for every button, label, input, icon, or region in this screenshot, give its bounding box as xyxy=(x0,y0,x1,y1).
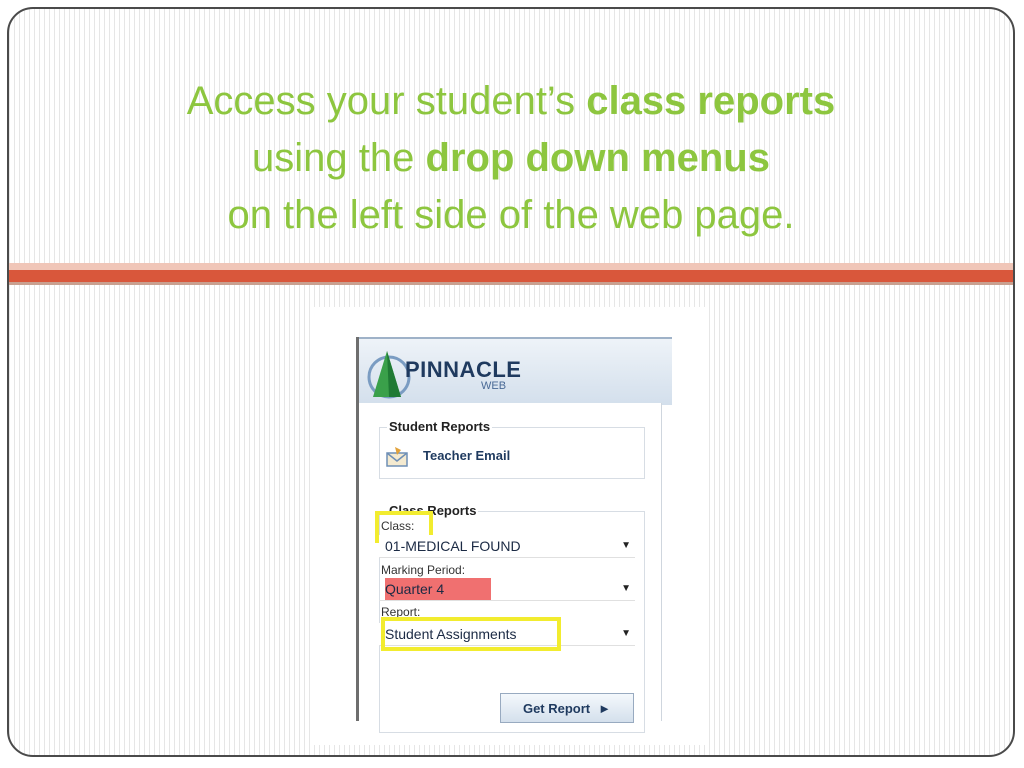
class-dropdown[interactable] xyxy=(379,535,635,558)
marking-period-label: Marking Period: xyxy=(381,563,466,577)
title-line1-bold: class reports xyxy=(586,79,836,123)
divider-dark xyxy=(9,282,1013,285)
report-label: Report: xyxy=(381,605,421,619)
logo-main-text: PINNACLE xyxy=(405,357,522,382)
divider-accent xyxy=(9,270,1013,282)
title-line1-text: Access your student’s xyxy=(186,79,587,123)
report-dropdown-value: Student Assignments xyxy=(385,626,517,642)
slide xyxy=(7,7,1015,757)
student-reports-group xyxy=(379,427,645,479)
screenshot-image xyxy=(312,307,705,745)
divider-light xyxy=(9,263,1013,270)
title-line3-text: on the left side of the web page. xyxy=(227,193,795,237)
envelope-icon xyxy=(385,446,409,468)
title-line2-text: using the xyxy=(252,136,426,180)
class-label: Class: xyxy=(381,519,415,533)
teacher-email-link[interactable]: Teacher Email xyxy=(423,448,511,463)
class-dropdown-value: 01-MEDICAL FOUND xyxy=(385,538,521,554)
marking-period-dropdown[interactable] xyxy=(379,578,635,601)
chevron-down-icon: ▼ xyxy=(621,583,631,594)
get-report-button[interactable] xyxy=(500,693,634,723)
chevron-down-icon: ▼ xyxy=(621,540,631,551)
reports-panel xyxy=(359,403,662,721)
marking-period-value: Quarter 4 xyxy=(385,581,445,597)
chevron-down-icon: ▼ xyxy=(621,628,631,639)
pinnacle-sidebar xyxy=(356,337,675,721)
class-reports-heading: Class Reports xyxy=(389,503,477,518)
play-icon: ► xyxy=(598,700,612,716)
logo-sub-text: WEB xyxy=(481,380,507,392)
student-reports-heading: Student Reports xyxy=(389,419,491,434)
get-report-label: Get Report xyxy=(522,700,591,716)
app-header xyxy=(359,337,672,405)
slide-title xyxy=(9,73,1013,244)
report-value-highlight xyxy=(381,617,561,651)
title-line2-bold: drop down menus xyxy=(425,136,770,180)
